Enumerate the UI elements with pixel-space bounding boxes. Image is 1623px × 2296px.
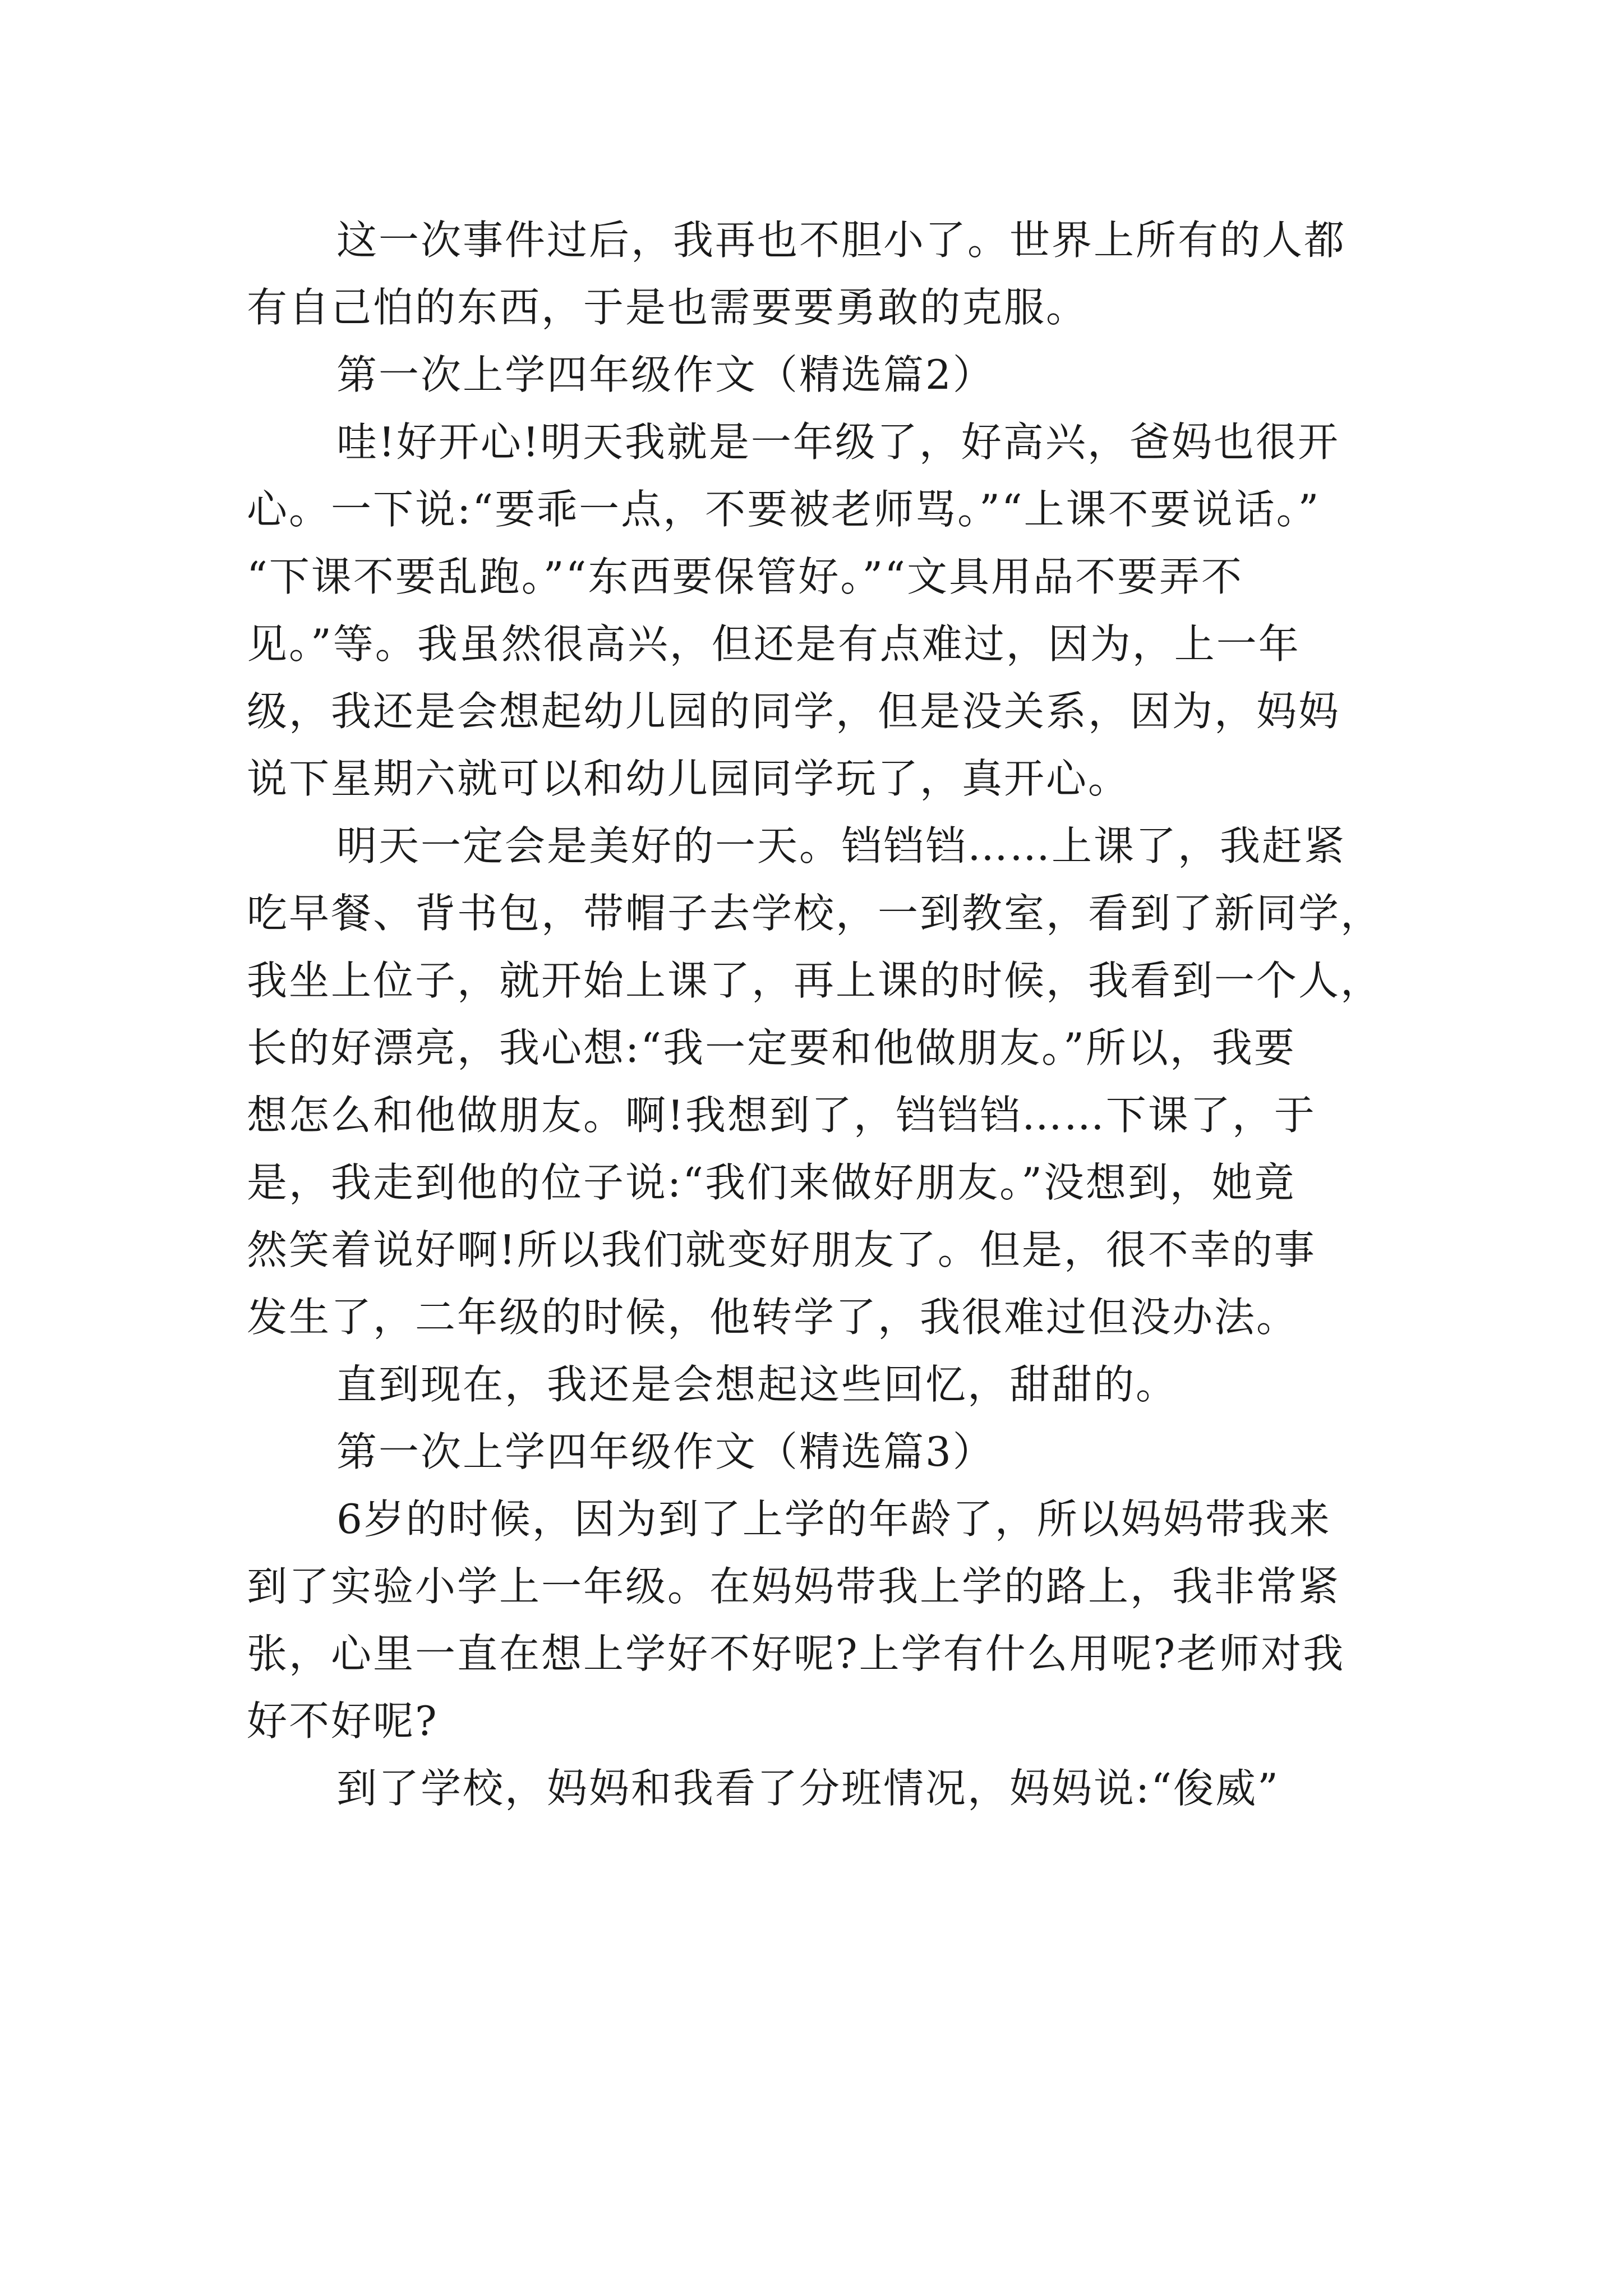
text-line: 见。”等。我虽然很高兴，但还是有点难过，因为，上一年	[247, 620, 1301, 668]
text-line: 发生了，二年级的时候，他转学了，我很难过但没办法。	[247, 1294, 1299, 1341]
text-line: 我坐上位子，就开始上课了，再上课的时候，我看到一个人，	[247, 957, 1383, 1004]
section-heading: 第一次上学四年级作文（精选篇3）	[336, 1428, 995, 1475]
text-line: 长的好漂亮，我心想:“我一定要和他做朋友。”所以，我要	[247, 1024, 1296, 1071]
text-line: 到了实验小学上一年级。在妈妈带我上学的路上，我非常紧	[247, 1563, 1341, 1610]
text-line: 直到现在，我还是会想起这些回忆，甜甜的。	[336, 1361, 1178, 1408]
text-line: 级，我还是会想起幼儿园的同学，但是没关系，因为，妈妈	[247, 688, 1341, 735]
text-line: 说下星期六就可以和幼儿园同学玩了，真开心。	[247, 755, 1131, 802]
text-line: 是，我走到他的位子说:“我们来做好朋友。”没想到，她竟	[247, 1159, 1296, 1206]
text-line: 想怎么和他做朋友。啊!我想到了，铛铛铛……下课了，于	[247, 1092, 1316, 1139]
text-line: 张，心里一直在想上学好不好呢?上学有什么用呢?老师对我	[247, 1630, 1345, 1677]
text-line: 6岁的时候，因为到了上学的年龄了，所以妈妈带我来	[336, 1496, 1331, 1543]
text-line: 明天一定会是美好的一天。铛铛铛……上课了，我赶紧	[336, 822, 1347, 869]
text-line: 哇!好开心!明天我就是一年级了，好高兴，爸妈也很开	[336, 418, 1340, 466]
text-line: 然笑着说好啊!所以我们就变好朋友了。但是，很不幸的事	[247, 1226, 1316, 1273]
text-line: 好不好呢?	[247, 1697, 439, 1745]
section-heading: 第一次上学四年级作文（精选篇2）	[336, 351, 995, 398]
text-line: 心。一下说:“要乖一点，不要被老师骂。”“上课不要说话。”	[247, 486, 1321, 533]
text-line: 这一次事件过后，我再也不胆小了。世界上所有的人都	[336, 217, 1347, 264]
text-line: 吃早餐、背书包，带帽子去学校，一到教室，看到了新同学，	[247, 890, 1383, 937]
text-line: 有自己怕的东西，于是也需要要勇敢的克服。	[247, 284, 1089, 331]
text-line: 到了学校，妈妈和我看了分班情况，妈妈说:“俊威”	[336, 1765, 1280, 1812]
text-line: “下课不要乱跑。”“东西要保管好。”“文具用品不要弄不	[247, 553, 1244, 600]
